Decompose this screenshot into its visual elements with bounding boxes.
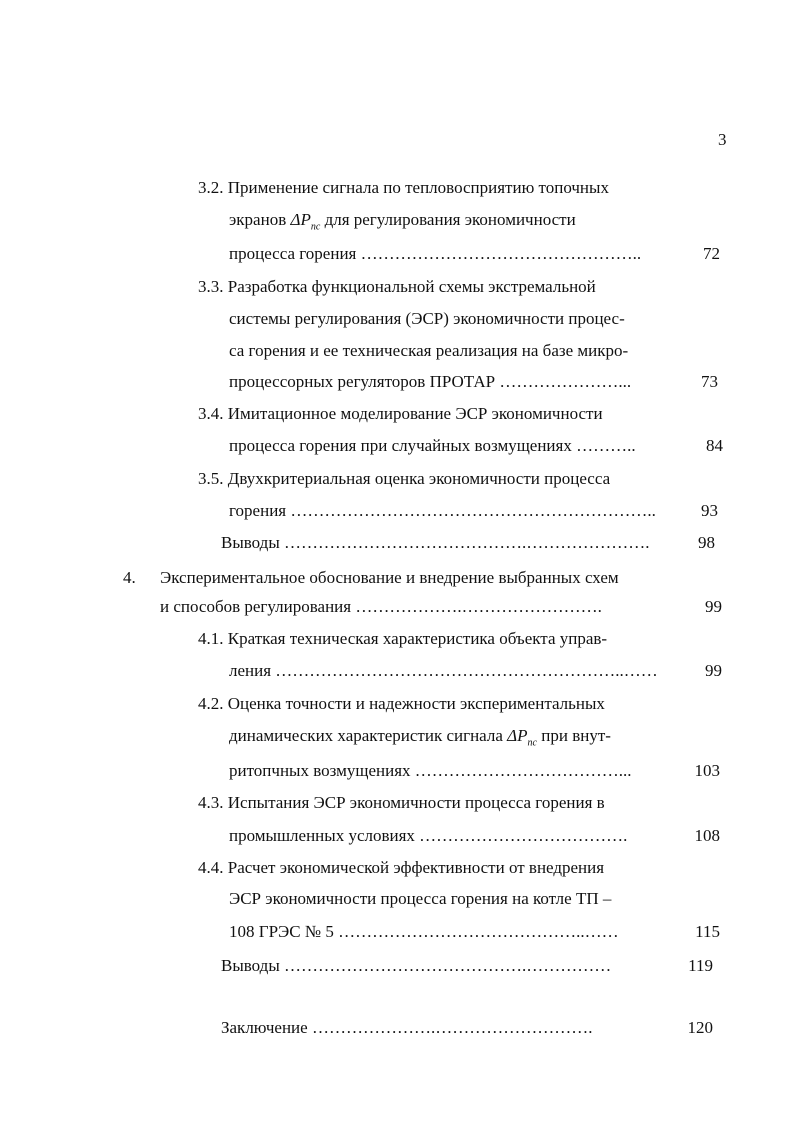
toc-line: ритопчных возмущениях ………………………………... xyxy=(229,761,632,780)
toc-line xyxy=(229,726,611,753)
toc-text: экранов xyxy=(229,210,291,229)
toc-page-number: 115 xyxy=(695,922,720,941)
toc-page-number: 120 xyxy=(687,1018,713,1037)
toc-page-number: 99 xyxy=(705,597,722,616)
delta-p-symbol: ΔP xyxy=(290,210,311,229)
toc-page-number: 119 xyxy=(688,956,713,975)
toc-text: при внут- xyxy=(537,726,611,745)
toc-page-number: 98 xyxy=(698,533,715,552)
toc-line: процессорных регуляторов ПРОТАР …………………... xyxy=(229,372,632,391)
toc-line: промышленных условиях ………………………………. xyxy=(229,826,628,845)
toc-line: 3.2. Применение сигнала по тепловосприятию топочных xyxy=(198,178,609,197)
toc-line: 3.5. Двухкритериальная оценка экономичности процесса xyxy=(198,469,611,488)
toc-page-number: 73 xyxy=(701,372,718,391)
toc-line: системы регулирования (ЭСР) экономичности процес- xyxy=(229,309,625,328)
toc-line: 4.4. Расчет экономической эффективности от внедрения xyxy=(198,858,605,877)
toc-line: процесса горения при случайных возмущениях ……….. xyxy=(229,436,636,455)
toc-line: и способов регулирования ……………….……………………. xyxy=(160,597,602,616)
toc-line: процесса горения ………………………………………….. xyxy=(229,244,642,263)
toc-line: 4.3. Испытания ЭСР экономичности процесса горения в xyxy=(198,793,605,812)
toc-line: 4.1. Краткая техническая характеристика объекта управ- xyxy=(198,629,608,648)
toc-text: для регулирования экономичности xyxy=(320,210,576,229)
toc-line xyxy=(229,210,576,237)
toc-page-number: 108 xyxy=(694,826,720,845)
toc-page-number: 93 xyxy=(701,501,718,520)
toc-page-number: 99 xyxy=(705,661,722,680)
toc-page-number: 84 xyxy=(706,436,723,455)
toc-line: ления ……………………………………………………..…… xyxy=(229,661,658,680)
symbol-subscript: пс xyxy=(310,221,321,233)
toc-line: Выводы …………………………………….…………………. xyxy=(221,533,650,552)
toc-line: горения ……………………………………………………….. xyxy=(229,501,656,520)
toc-line: Заключение ………………….………………………. xyxy=(221,1018,593,1037)
toc-page-number: 72 xyxy=(703,244,720,263)
delta-p-symbol: ΔP xyxy=(507,726,528,745)
toc-line: 4.2. Оценка точности и надежности экспериментальных xyxy=(198,694,605,713)
toc-line: 3.3. Разработка функциональной схемы экстремальной xyxy=(198,277,596,296)
toc-line: 108 ГРЭС № 5 ……………………………………..…… xyxy=(229,922,619,941)
toc-line: са горения и ее техническая реализация на базе микро- xyxy=(229,341,629,360)
toc-line: 3.4. Имитационное моделирование ЭСР экономичности xyxy=(198,404,603,423)
section-number: 4. xyxy=(123,568,136,587)
toc-line: Выводы …………………………………….…………… xyxy=(221,956,612,975)
toc-text: динамических характеристик сигнала xyxy=(229,726,508,745)
page-number: 3 xyxy=(718,130,727,149)
toc-page-number: 103 xyxy=(694,761,720,780)
toc-line: ЭСР экономичности процесса горения на котле ТП – xyxy=(229,889,612,908)
toc-line: Экспериментальное обоснование и внедрение выбранных схем xyxy=(160,568,619,587)
symbol-subscript: пс xyxy=(527,737,537,749)
